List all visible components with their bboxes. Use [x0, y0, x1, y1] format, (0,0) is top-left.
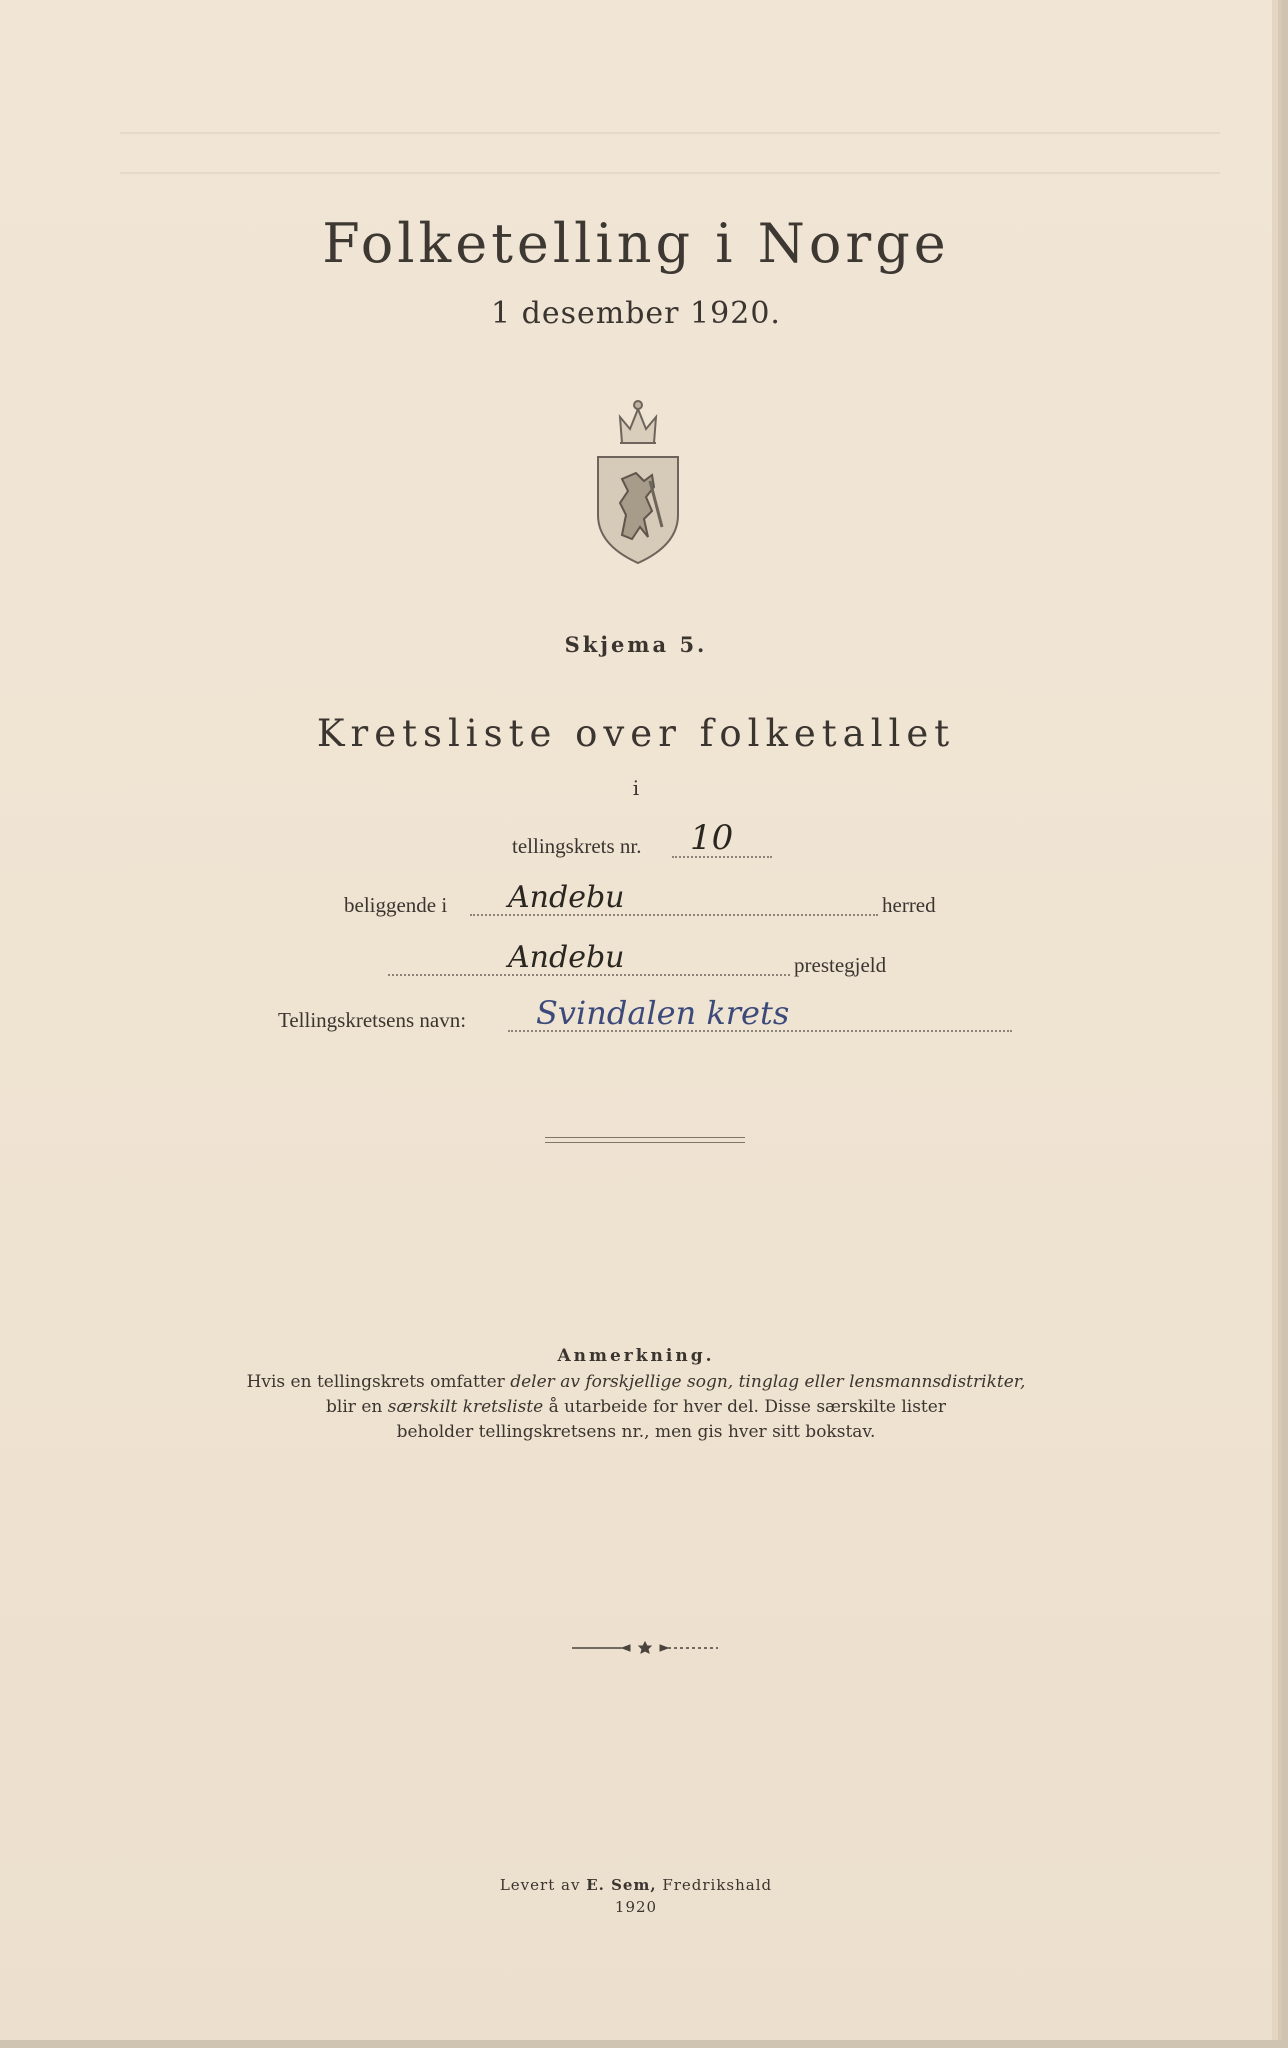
- printer-prefix: Levert av: [499, 1876, 587, 1894]
- beliggende-label: beliggende i: [344, 893, 448, 917]
- faint-ruled-line: [120, 132, 1220, 134]
- krets-name-label: Tellingskretsens navn:: [278, 1008, 467, 1032]
- herred-label: herred: [882, 893, 936, 917]
- note-heading: Anmerkning.: [557, 1346, 715, 1366]
- herred-value: Andebu: [508, 880, 625, 915]
- krets-name-value: Svindalen krets: [536, 994, 790, 1032]
- note-line-2: [0, 1397, 1272, 1417]
- krets-number-value: 10: [690, 818, 734, 858]
- faint-ruled-line: [120, 172, 1220, 174]
- printer-name: E. Sem,: [586, 1876, 657, 1894]
- star-ornament-icon: [570, 1640, 720, 1656]
- prestegjeld-value: Andebu: [508, 940, 625, 975]
- form-number: Skjema 5.: [564, 632, 708, 657]
- printer-credit: [0, 1876, 1272, 1894]
- note-emphasis: deler av forskjellige sogn, tinglag eller lensmannsdistrikter,: [510, 1372, 1026, 1392]
- note-line-1: [0, 1372, 1272, 1392]
- form-heading: Kretsliste over folketallet: [316, 712, 956, 755]
- section-divider: [545, 1137, 745, 1143]
- document-title: Folketelling i Norge: [322, 212, 950, 275]
- printer-location: Fredrikshald: [656, 1876, 773, 1894]
- note-text: Hvis en tellingskrets omfatter: [246, 1372, 511, 1392]
- krets-number-label: tellingskrets nr.: [512, 834, 642, 858]
- print-year: 1920: [614, 1898, 658, 1916]
- note-text: blir en: [326, 1397, 388, 1417]
- note-text: å utarbeide for hver del. Disse særskilte lister: [543, 1397, 946, 1417]
- census-date: 1 desember 1920.: [491, 296, 781, 331]
- norwegian-coat-of-arms-icon: [592, 395, 684, 567]
- connector-word: i: [632, 776, 640, 800]
- note-line-3: beholder tellingskretsens nr., men gis hver sitt bokstav.: [396, 1422, 876, 1442]
- prestegjeld-label: prestegjeld: [794, 953, 887, 977]
- note-emphasis: særskilt kretsliste: [387, 1397, 544, 1417]
